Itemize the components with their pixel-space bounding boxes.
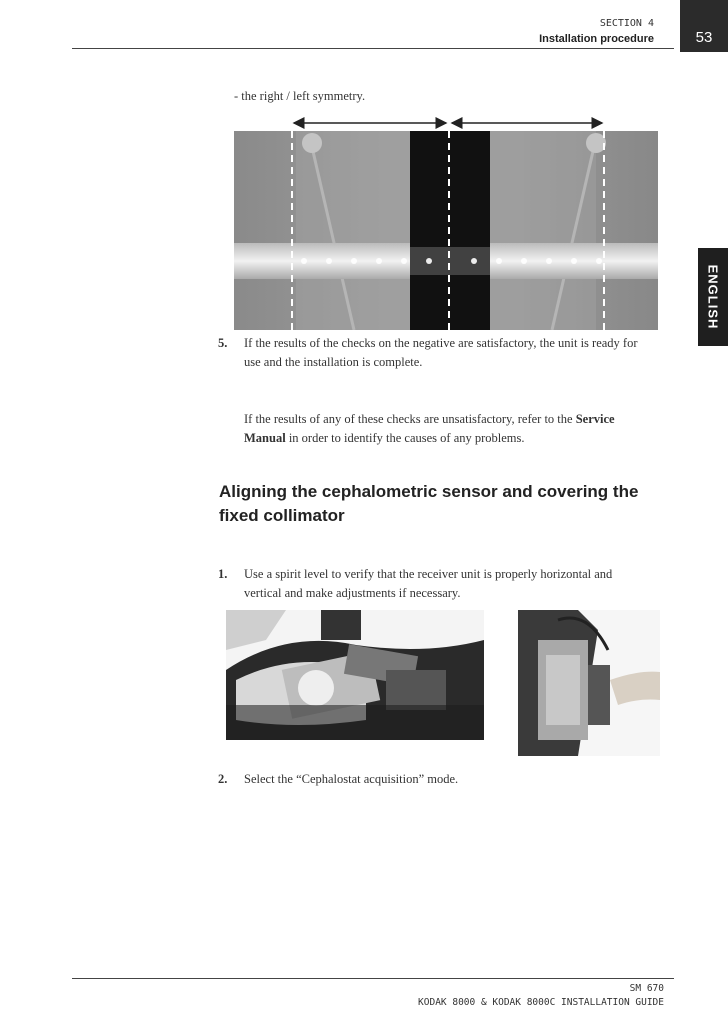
step2-text: Select the “Cephalostat acquisition” mode. [244, 772, 459, 786]
language-label: ENGLISH [705, 264, 721, 330]
section-title: Installation procedure [539, 33, 654, 45]
step5-para2-line1 [244, 410, 664, 429]
xray-symmetry-image [234, 131, 658, 330]
step1-line2: vertical and make adjustments if necessary. [244, 586, 461, 600]
symmetry-text: - the right / left symmetry. [234, 89, 366, 103]
spirit-level-photo [518, 610, 660, 756]
header-rule [72, 48, 674, 49]
step1-number: 1. [218, 567, 228, 581]
step5-para2-text-a: If the results of any of these checks are unsatisfactory, refer to the [244, 412, 576, 426]
step2-number: 2. [218, 772, 228, 786]
service-manual-bold-1: Service [575, 412, 615, 426]
step5-text [244, 334, 664, 372]
step5-paragraph2 [244, 410, 664, 448]
step5-line2: use and the installation is complete. [244, 355, 423, 369]
receiver-unit-photo [226, 610, 484, 740]
heading-line1: Aligning the cephalometric sensor and covering the [219, 482, 639, 501]
language-tab [698, 248, 728, 346]
footer-code: SM 670 [629, 983, 664, 994]
section-heading [219, 480, 669, 528]
footer-rule [72, 978, 674, 979]
step5-para2-text-b: in order to identify the causes of any problems. [285, 431, 525, 445]
section-label: SECTION 4 [599, 18, 654, 29]
heading-line2: fixed collimator [219, 506, 345, 525]
step1-text [244, 565, 664, 603]
step1-line1: Use a spirit level to verify that the receiver unit is properly horizontal and [244, 567, 613, 581]
page-number: 53 [695, 28, 713, 46]
step5-line1: If the results of the checks on the negative are satisfactory, the unit is ready for [244, 336, 638, 350]
service-manual-bold-2: Manual [244, 431, 286, 445]
step5-para2-line2 [244, 429, 664, 448]
page-number-tab [680, 0, 728, 52]
step5-number: 5. [218, 336, 228, 350]
footer-guide-title: KODAK 8000 & KODAK 8000C INSTALLATION GUIDE [418, 997, 664, 1008]
